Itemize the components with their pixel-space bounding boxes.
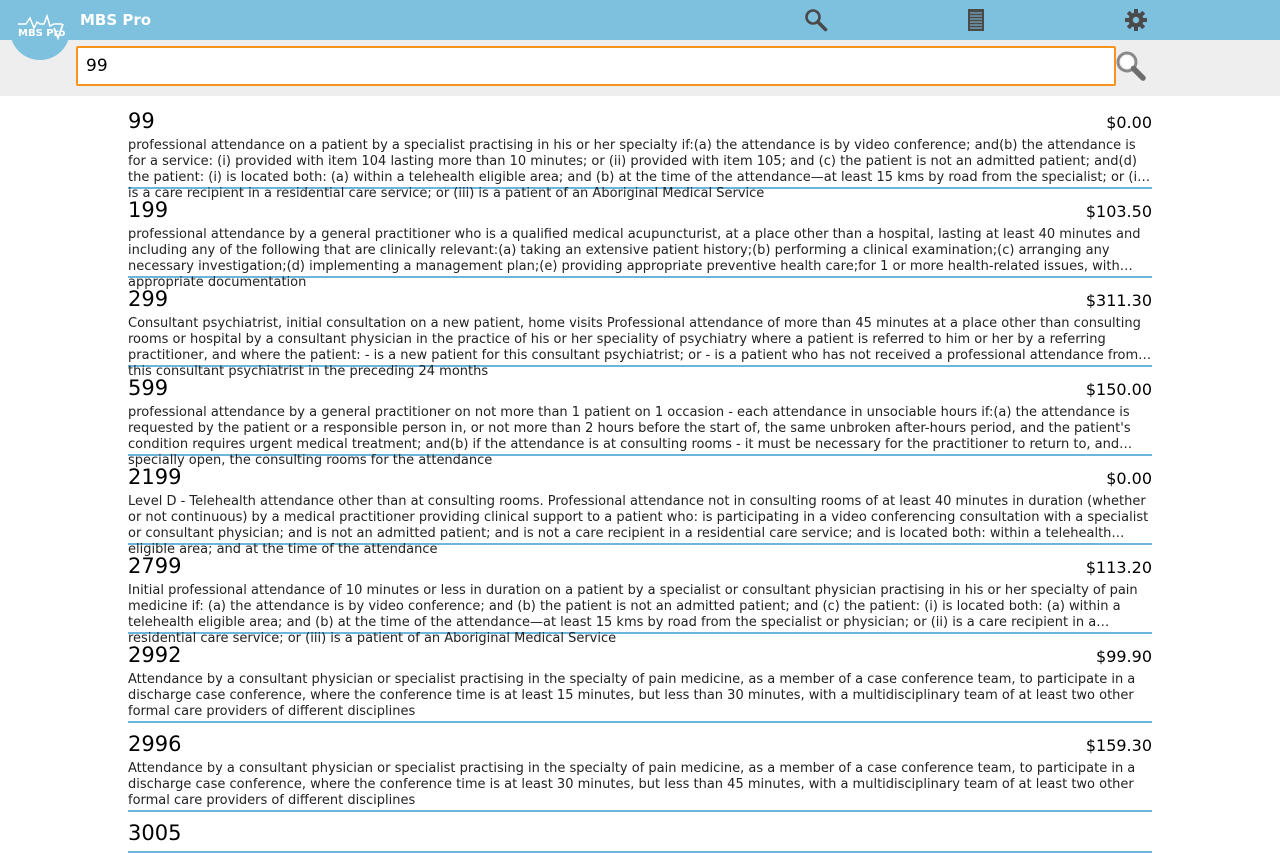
list-item-header xyxy=(128,818,1152,848)
list-item-header xyxy=(128,729,1152,759)
item-number: 599 xyxy=(128,376,169,400)
item-number: 2996 xyxy=(128,732,182,756)
item-description: professional attendance by a general practitioner on not more than 1 patient on 1 occasion - each attendance in unsociable hours if:(a) the attendance is requested by the patient or a responsible person in, or not more than 2 hours before the start of, the same unbroken after-hours period, and the patient's condition requires urgent medical treatment; and(b) if the attendance is at consulting rooms - it must be necessary for the practitioner to return to, and specially open, the consulting rooms for the attendance xyxy=(128,405,1131,468)
item-fee: $0.00 xyxy=(1106,113,1152,132)
search-button[interactable] xyxy=(1114,50,1150,86)
item-number: 299 xyxy=(128,287,169,311)
item-fee: $99.90 xyxy=(1096,647,1152,666)
logo-text: MBS Pro xyxy=(18,28,66,39)
item-fee: $0.00 xyxy=(1106,469,1152,488)
item-description: professional attendance by a general practitioner who is a qualified medical acupuncturist, at a place other than a hospital, lasting at least 40 minutes and including any of the following that are clinically relevant:(a) taking an extensive patient history;(b) performing a clinical examination;(c) arranging any necessary investigation;(d) implementing a management plan;(e) providing appropriate preventive health care;for 1 or more health-related issues, with appropriate documentation xyxy=(128,227,1141,290)
item-fee: $311.30 xyxy=(1085,291,1152,310)
search-icon[interactable] xyxy=(804,8,828,32)
list-item[interactable] xyxy=(128,195,1152,290)
item-description: Initial professional attendance of 10 minutes or less in duration on a patient by a specialist or consultant physician practising in his or her specialty of pain medicine if: (a) the attendance is by video conference; and (b) the patient is not an admitted patient; and (c) the patient: (i) is located both: (a) within a telehealth eligible area; and (b) at the time of the attendance—at least 15 kms by road from the specialist or physician; or (ii) is a care recipient in a residential care service; or (iii) is a patient of an Aboriginal Medical Service xyxy=(128,583,1138,646)
app-logo[interactable] xyxy=(10,0,70,60)
item-number: 2992 xyxy=(128,643,182,667)
gear-icon[interactable] xyxy=(1124,8,1148,32)
list-item[interactable] xyxy=(128,284,1152,379)
list-item-header xyxy=(128,106,1152,136)
app-title: MBS Pro xyxy=(80,11,152,29)
list-item[interactable] xyxy=(128,106,1152,201)
list-item[interactable] xyxy=(128,551,1152,646)
item-description: Consultant psychiatrist, initial consultation on a new patient, home visits Professional attendance of more than 45 minutes at a place other than consulting rooms or hospital by a consultant physician in the practice of his or her speciality of psychiatry where a patient is referred to him or her by a referring practitioner, and where the patient: - is a new patient for this consultant psychiatrist; or - is a patient who has not received a professional attendance from this consultant psychiatrist in the preceding 24 months xyxy=(128,316,1141,379)
search-icon xyxy=(1114,50,1150,86)
item-fee: $150.00 xyxy=(1085,380,1152,399)
item-description: Attendance by a consultant physician or specialist practising in the specialty of pain medicine, as a member of a case conference team, to participate in a discharge case conference, where the conference time is at least 15 minutes, but less than 30 minutes, with a multidisciplinary team of at least two other formal care providers of different disciplines xyxy=(128,672,1136,719)
item-number: 99 xyxy=(128,109,155,133)
item-fee: $103.50 xyxy=(1085,202,1152,221)
item-description: Attendance by a consultant physician or specialist practising in the specialty of pain medicine, as a member of a case conference team, to participate in a discharge case conference, where the conference time is at least 30 minutes, but less than 45 minutes, with a multidisciplinary team of at least two other formal care providers of different disciplines xyxy=(128,761,1136,808)
item-number: 2199 xyxy=(128,465,182,489)
item-description: professional attendance on a patient by a specialist practising in his or her specialty if:(a) the attendance is by video conference; and(b) the attendance is for a service: (i) provided with item 104 lasting more than 10 minutes; or (ii) provided with item 105; and (c) the patient is not an admitted patient; and(d) the patient: (i) is located both: (a) within a telehealth eligible area; and (b) at the time of the attendance—at least 15 kms by road from the specialist; or (ii) is a care recipient in a residential care service; or (iii) is a patient of an Aboriginal Medical Service xyxy=(128,138,1146,201)
item-description: Level D - Telehealth attendance other than at consulting rooms. Professional attendance not in consulting rooms of at least 40 minutes in duration (whether or not continuous) by a medical practitioner providing clinical support to a patient who: is participating in a video conferencing consultation with a specialist or consultant physician; and is not an admitted patient; and is not a care recipient in a residential care service; and is located both: within a telehealth eligible area; and at the time of the attendance xyxy=(128,494,1149,557)
item-number: 2799 xyxy=(128,554,182,578)
item-fee: $113.20 xyxy=(1085,558,1152,577)
list-item[interactable] xyxy=(128,462,1152,557)
item-number: 199 xyxy=(128,198,169,222)
search-bar xyxy=(0,40,1280,96)
list-icon[interactable] xyxy=(964,8,988,32)
list-item[interactable] xyxy=(128,640,1152,723)
item-number: 3005 xyxy=(128,821,182,845)
search-input[interactable] xyxy=(76,46,1116,86)
item-fee: $159.30 xyxy=(1085,736,1152,755)
list-item[interactable] xyxy=(128,729,1152,812)
list-item[interactable] xyxy=(128,373,1152,468)
action-bar xyxy=(0,0,1280,40)
results-list xyxy=(128,106,1152,845)
list-item[interactable] xyxy=(128,818,1152,853)
